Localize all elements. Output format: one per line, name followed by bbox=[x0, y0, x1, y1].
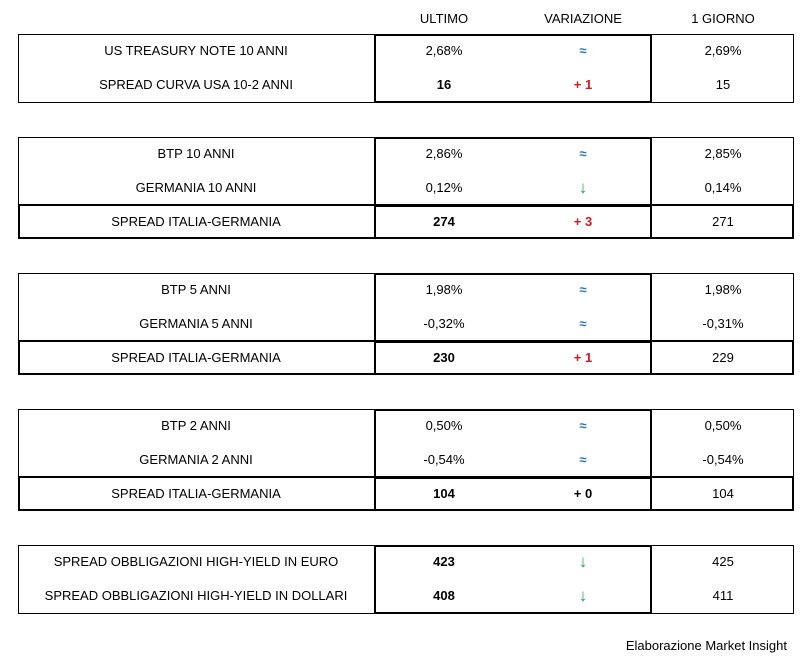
row-label: BTP 2 ANNI bbox=[161, 418, 231, 433]
value-1-giorno: -0,54% bbox=[702, 452, 744, 467]
row-label: SPREAD OBBLIGAZIONI HIGH-YIELD IN EURO bbox=[53, 554, 339, 569]
value-ultimo: 1,98% bbox=[425, 282, 463, 297]
value-1-giorno: 2,85% bbox=[704, 146, 742, 161]
value-1-giorno: -0,31% bbox=[702, 316, 744, 331]
row-label: GERMANIA 10 ANNI bbox=[135, 180, 257, 195]
row-label: SPREAD OBBLIGAZIONI HIGH-YIELD IN DOLLARI bbox=[44, 588, 348, 603]
table-row bbox=[18, 341, 794, 375]
group-btp-5 bbox=[18, 273, 794, 375]
row-label: BTP 5 ANNI bbox=[161, 282, 231, 297]
value-ultimo: 230 bbox=[433, 350, 455, 365]
table-row bbox=[18, 273, 794, 307]
table-row bbox=[18, 477, 794, 511]
variation-value: + 1 bbox=[573, 77, 593, 92]
variation-value: + 0 bbox=[573, 486, 593, 501]
table-row bbox=[18, 443, 794, 477]
value-1-giorno: 425 bbox=[712, 554, 734, 569]
arrow-down-icon: ↓ bbox=[578, 178, 588, 197]
value-ultimo: 2,86% bbox=[425, 146, 463, 161]
value-ultimo: 2,68% bbox=[425, 43, 463, 58]
value-1-giorno: 104 bbox=[712, 486, 734, 501]
value-ultimo: -0,54% bbox=[423, 452, 465, 467]
arrow-down-icon: ↓ bbox=[578, 552, 588, 571]
value-ultimo: 274 bbox=[433, 214, 455, 229]
table-row bbox=[18, 409, 794, 443]
table-row bbox=[18, 171, 794, 205]
value-ultimo: 104 bbox=[433, 486, 455, 501]
value-1-giorno: 15 bbox=[715, 77, 731, 92]
value-1-giorno: 271 bbox=[712, 214, 734, 229]
row-label: GERMANIA 5 ANNI bbox=[139, 316, 253, 331]
footer-credit: Elaborazione Market Insight bbox=[625, 638, 787, 653]
row-label: US TREASURY NOTE 10 ANNI bbox=[104, 43, 288, 58]
value-1-giorno: 229 bbox=[712, 350, 734, 365]
table-row bbox=[18, 34, 794, 68]
table-row bbox=[18, 137, 794, 171]
arrow-down-icon: ↓ bbox=[578, 586, 588, 605]
value-1-giorno: 0,14% bbox=[704, 180, 742, 195]
group-high-yield bbox=[18, 545, 794, 614]
value-ultimo: -0,32% bbox=[423, 316, 465, 331]
value-ultimo: 408 bbox=[433, 588, 455, 603]
table-row bbox=[18, 579, 794, 613]
value-ultimo: 423 bbox=[433, 554, 455, 569]
group-btp-2 bbox=[18, 409, 794, 511]
approx-icon: ≈ bbox=[579, 316, 587, 331]
row-label: BTP 10 ANNI bbox=[157, 146, 235, 161]
approx-icon: ≈ bbox=[579, 146, 587, 161]
row-label: SPREAD ITALIA-GERMANIA bbox=[111, 350, 281, 365]
value-1-giorno: 411 bbox=[712, 588, 734, 603]
row-label: SPREAD ITALIA-GERMANIA bbox=[111, 214, 281, 229]
header-1-giorno: 1 GIORNO bbox=[691, 11, 755, 26]
row-label: SPREAD CURVA USA 10-2 ANNI bbox=[99, 77, 293, 92]
value-ultimo: 0,12% bbox=[425, 180, 463, 195]
group-us bbox=[18, 34, 794, 103]
value-1-giorno: 1,98% bbox=[704, 282, 742, 297]
table-row bbox=[18, 68, 794, 102]
table-row bbox=[18, 205, 794, 239]
table-row bbox=[18, 545, 794, 579]
value-1-giorno: 2,69% bbox=[704, 43, 742, 58]
variation-value: + 1 bbox=[573, 350, 593, 365]
approx-icon: ≈ bbox=[579, 282, 587, 297]
header-variazione: VARIAZIONE bbox=[544, 11, 622, 26]
variation-value: + 3 bbox=[573, 214, 593, 229]
header-ultimo: ULTIMO bbox=[419, 11, 469, 26]
approx-icon: ≈ bbox=[579, 43, 587, 58]
approx-icon: ≈ bbox=[579, 452, 587, 467]
value-1-giorno: 0,50% bbox=[704, 418, 742, 433]
value-ultimo: 16 bbox=[436, 77, 452, 92]
table-row bbox=[18, 307, 794, 341]
row-label: SPREAD ITALIA-GERMANIA bbox=[111, 486, 281, 501]
approx-icon: ≈ bbox=[579, 418, 587, 433]
group-btp-10 bbox=[18, 137, 794, 239]
row-label: GERMANIA 2 ANNI bbox=[139, 452, 253, 467]
value-ultimo: 0,50% bbox=[425, 418, 463, 433]
